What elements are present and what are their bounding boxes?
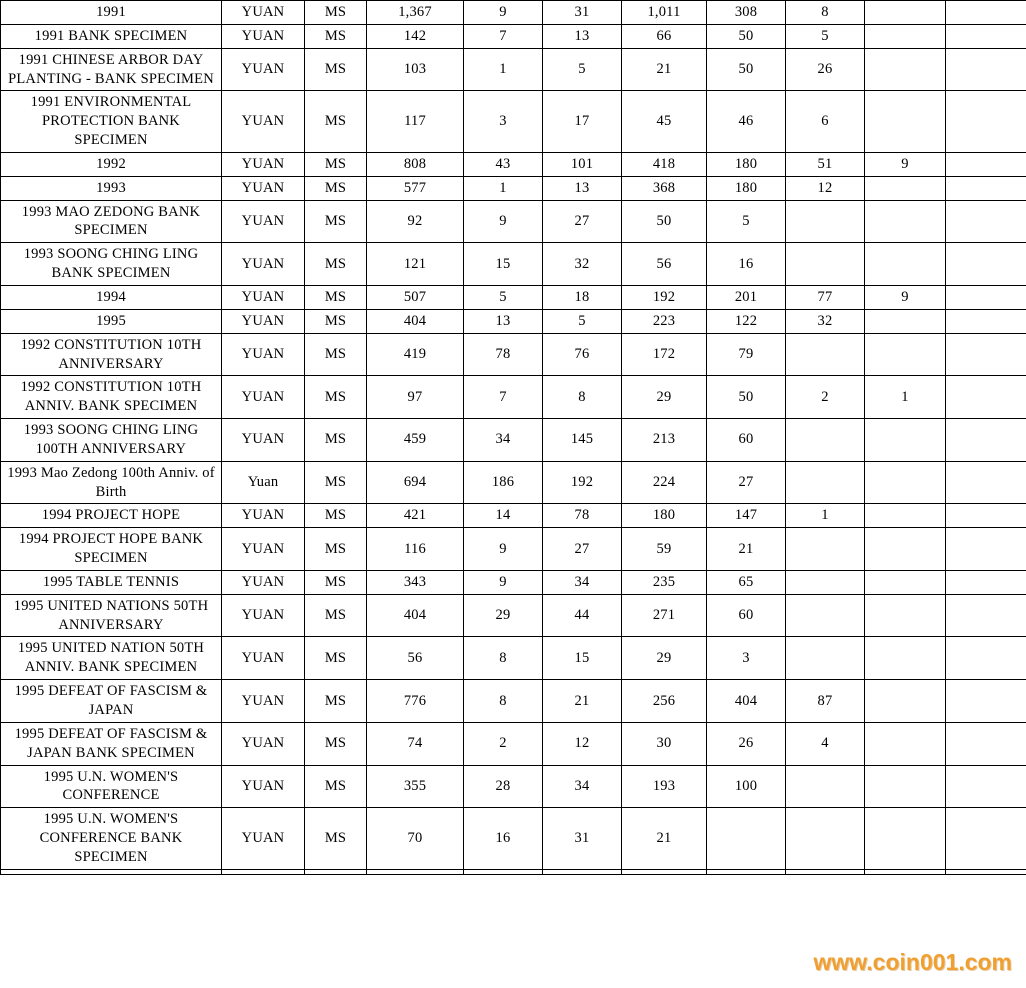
table-cell: 1 — [464, 48, 543, 91]
table-cell: 46 — [707, 91, 786, 153]
table-cell: YUAN — [222, 680, 305, 723]
table-cell — [865, 680, 946, 723]
table-cell — [786, 528, 865, 571]
table-cell: 97 — [367, 376, 464, 419]
table-cell — [946, 808, 1026, 870]
table-cell — [946, 152, 1026, 176]
table-cell: YUAN — [222, 91, 305, 153]
table-cell — [946, 243, 1026, 286]
cell-description: 1993 Mao Zedong 100th Anniv. of Birth — [1, 461, 222, 504]
table-cell — [946, 176, 1026, 200]
table-cell: 3 — [464, 91, 543, 153]
cell-description: 1994 — [1, 285, 222, 309]
table-row — [1, 680, 1026, 723]
table-cell: 66 — [622, 24, 707, 48]
table-cell — [946, 1, 1026, 25]
table-cell: 78 — [543, 504, 622, 528]
table-cell — [865, 48, 946, 91]
table-row — [1, 285, 1026, 309]
table-cell: 577 — [367, 176, 464, 200]
table-cell: 1 — [865, 376, 946, 419]
table-cell — [865, 722, 946, 765]
table-cell: 65 — [707, 570, 786, 594]
table-row — [1, 152, 1026, 176]
table-cell: 8 — [464, 680, 543, 723]
table-cell: 30 — [622, 722, 707, 765]
table-cell — [946, 333, 1026, 376]
table-row — [1, 24, 1026, 48]
table-cell — [865, 869, 946, 874]
table-cell: MS — [305, 504, 367, 528]
table-cell: 74 — [367, 722, 464, 765]
table-cell: 44 — [543, 594, 622, 637]
table-cell — [786, 869, 865, 874]
cell-description: 1991 CHINESE ARBOR DAY PLANTING - BANK SPECIMEN — [1, 48, 222, 91]
table-cell — [865, 333, 946, 376]
cell-description: 1995 U.N. WOMEN'S CONFERENCE — [1, 765, 222, 808]
table-cell — [946, 91, 1026, 153]
table-cell: 421 — [367, 504, 464, 528]
table-cell: MS — [305, 528, 367, 571]
table-cell: 8 — [543, 376, 622, 419]
table-cell: 235 — [622, 570, 707, 594]
cell-description: 1992 CONSTITUTION 10TH ANNIV. BANK SPECIMEN — [1, 376, 222, 419]
table-cell: YUAN — [222, 504, 305, 528]
table-cell — [865, 200, 946, 243]
table-cell: YUAN — [222, 765, 305, 808]
table-cell: 16 — [464, 808, 543, 870]
table-cell — [464, 869, 543, 874]
table-cell: MS — [305, 808, 367, 870]
cell-description: 1993 SOONG CHING LING BANK SPECIMEN — [1, 243, 222, 286]
table-cell: 14 — [464, 504, 543, 528]
table-cell: 186 — [464, 461, 543, 504]
table-cell — [946, 309, 1026, 333]
table-cell: 121 — [367, 243, 464, 286]
table-cell: 32 — [786, 309, 865, 333]
table-cell: 60 — [707, 419, 786, 462]
table-cell: MS — [305, 48, 367, 91]
table-row — [1, 176, 1026, 200]
table-cell — [707, 808, 786, 870]
table-cell — [786, 419, 865, 462]
table-cell: 56 — [367, 637, 464, 680]
table-cell: 29 — [464, 594, 543, 637]
table-cell: 12 — [543, 722, 622, 765]
table-row — [1, 637, 1026, 680]
table-cell: YUAN — [222, 24, 305, 48]
cell-description: 1992 CONSTITUTION 10TH ANNIVERSARY — [1, 333, 222, 376]
table-cell: YUAN — [222, 309, 305, 333]
table-cell — [946, 461, 1026, 504]
table-cell: YUAN — [222, 152, 305, 176]
table-cell: 256 — [622, 680, 707, 723]
table-cell: 192 — [622, 285, 707, 309]
table-cell: 6 — [786, 91, 865, 153]
table-cell: 31 — [543, 808, 622, 870]
table-cell — [786, 333, 865, 376]
table-cell — [865, 461, 946, 504]
table-cell: 12 — [786, 176, 865, 200]
cell-description: 1994 PROJECT HOPE — [1, 504, 222, 528]
cell-description: 1991 BANK SPECIMEN — [1, 24, 222, 48]
site-watermark: www.coin001.com — [813, 949, 1012, 975]
table-cell: 50 — [707, 48, 786, 91]
table-cell: YUAN — [222, 333, 305, 376]
table-cell — [865, 637, 946, 680]
cell-description: 1992 — [1, 152, 222, 176]
table-cell: 103 — [367, 48, 464, 91]
table-row — [1, 869, 1026, 874]
table-cell: 145 — [543, 419, 622, 462]
table-cell: 50 — [707, 24, 786, 48]
table-cell: 92 — [367, 200, 464, 243]
table-cell — [543, 869, 622, 874]
table-cell: MS — [305, 243, 367, 286]
table-cell: 808 — [367, 152, 464, 176]
table-cell: 9 — [464, 1, 543, 25]
table-cell — [946, 528, 1026, 571]
table-cell: 180 — [622, 504, 707, 528]
table-cell — [946, 200, 1026, 243]
table-cell: 9 — [464, 528, 543, 571]
table-cell: MS — [305, 765, 367, 808]
table-cell: 193 — [622, 765, 707, 808]
table-cell — [367, 869, 464, 874]
table-cell — [946, 285, 1026, 309]
table-cell — [786, 461, 865, 504]
table-row — [1, 594, 1026, 637]
table-cell — [865, 1, 946, 25]
table-cell: 21 — [622, 808, 707, 870]
table-cell: YUAN — [222, 419, 305, 462]
table-cell — [946, 765, 1026, 808]
table-cell — [865, 309, 946, 333]
table-cell: MS — [305, 176, 367, 200]
table-cell: 9 — [865, 152, 946, 176]
table-cell: 507 — [367, 285, 464, 309]
table-cell: 172 — [622, 333, 707, 376]
table-cell — [865, 594, 946, 637]
table-cell: 70 — [367, 808, 464, 870]
table-cell: 28 — [464, 765, 543, 808]
table-row — [1, 765, 1026, 808]
table-cell: 29 — [622, 376, 707, 419]
table-cell: 26 — [786, 48, 865, 91]
table-cell: 34 — [543, 570, 622, 594]
table-cell: 100 — [707, 765, 786, 808]
table-cell — [707, 869, 786, 874]
cell-description: 1995 UNITED NATION 50TH ANNIV. BANK SPECIMEN — [1, 637, 222, 680]
table-cell — [865, 243, 946, 286]
table-cell: MS — [305, 419, 367, 462]
table-cell — [865, 808, 946, 870]
table-cell: YUAN — [222, 570, 305, 594]
table-cell: 101 — [543, 152, 622, 176]
table-cell — [786, 637, 865, 680]
table-cell: 343 — [367, 570, 464, 594]
table-cell — [786, 200, 865, 243]
table-cell — [865, 528, 946, 571]
table-cell: YUAN — [222, 1, 305, 25]
table-cell: 21 — [707, 528, 786, 571]
table-cell: 7 — [464, 376, 543, 419]
table-cell — [946, 869, 1026, 874]
table-row — [1, 504, 1026, 528]
table-cell: 27 — [543, 200, 622, 243]
table-cell — [946, 680, 1026, 723]
table-cell: MS — [305, 333, 367, 376]
table-cell — [865, 765, 946, 808]
table-cell: YUAN — [222, 243, 305, 286]
cell-description: 1995 — [1, 309, 222, 333]
table-cell — [946, 419, 1026, 462]
cell-description: 1995 UNITED NATIONS 50TH ANNIVERSARY — [1, 594, 222, 637]
table-cell: 2 — [464, 722, 543, 765]
table-cell: 29 — [622, 637, 707, 680]
table-cell: 9 — [464, 570, 543, 594]
table-cell: MS — [305, 200, 367, 243]
table-cell: 192 — [543, 461, 622, 504]
table-cell: 5 — [707, 200, 786, 243]
table-cell: MS — [305, 24, 367, 48]
table-row — [1, 376, 1026, 419]
table-cell: 419 — [367, 333, 464, 376]
table-cell: 3 — [707, 637, 786, 680]
table-cell: 16 — [707, 243, 786, 286]
table-cell: 32 — [543, 243, 622, 286]
table-cell: YUAN — [222, 528, 305, 571]
table-cell: 180 — [707, 152, 786, 176]
table-cell: 418 — [622, 152, 707, 176]
table-cell: 26 — [707, 722, 786, 765]
table-cell — [946, 637, 1026, 680]
table-cell: MS — [305, 285, 367, 309]
table-cell: 694 — [367, 461, 464, 504]
table-cell: 9 — [464, 200, 543, 243]
table-cell: MS — [305, 91, 367, 153]
table-cell — [946, 594, 1026, 637]
table-row — [1, 309, 1026, 333]
table-row — [1, 419, 1026, 462]
table-cell: 76 — [543, 333, 622, 376]
cell-description: 1995 DEFEAT OF FASCISM & JAPAN BANK SPECIMEN — [1, 722, 222, 765]
cell-description: 1995 TABLE TENNIS — [1, 570, 222, 594]
table-cell: 116 — [367, 528, 464, 571]
table-cell: 77 — [786, 285, 865, 309]
table-cell: 142 — [367, 24, 464, 48]
table-cell — [865, 570, 946, 594]
table-cell: 8 — [464, 637, 543, 680]
table-cell: 459 — [367, 419, 464, 462]
table-cell: 17 — [543, 91, 622, 153]
table-cell: 404 — [707, 680, 786, 723]
table-cell: 18 — [543, 285, 622, 309]
table-cell: 51 — [786, 152, 865, 176]
table-row — [1, 91, 1026, 153]
table-cell — [786, 243, 865, 286]
table-cell: 31 — [543, 1, 622, 25]
table-cell: Yuan — [222, 461, 305, 504]
table-cell — [865, 504, 946, 528]
table-cell: 21 — [543, 680, 622, 723]
table-cell: 776 — [367, 680, 464, 723]
table-cell — [946, 376, 1026, 419]
table-cell — [946, 722, 1026, 765]
table-cell: 7 — [464, 24, 543, 48]
cell-description: 1993 — [1, 176, 222, 200]
table-cell: 87 — [786, 680, 865, 723]
table-cell: YUAN — [222, 637, 305, 680]
table-cell: 79 — [707, 333, 786, 376]
table-cell: 5 — [543, 309, 622, 333]
table-cell: 43 — [464, 152, 543, 176]
table-cell: 271 — [622, 594, 707, 637]
table-cell: 1 — [786, 504, 865, 528]
table-cell: 34 — [464, 419, 543, 462]
cell-description: 1995 U.N. WOMEN'S CONFERENCE BANK SPECIMEN — [1, 808, 222, 870]
table-cell: 355 — [367, 765, 464, 808]
table-row — [1, 722, 1026, 765]
table-cell: 15 — [543, 637, 622, 680]
table-cell: 15 — [464, 243, 543, 286]
table-row — [1, 528, 1026, 571]
table-cell — [946, 24, 1026, 48]
table-cell — [786, 594, 865, 637]
table-row — [1, 461, 1026, 504]
table-cell: 13 — [464, 309, 543, 333]
table-body — [1, 1, 1026, 875]
table-cell: MS — [305, 461, 367, 504]
table-cell: YUAN — [222, 285, 305, 309]
table-cell: 50 — [622, 200, 707, 243]
table-cell — [305, 869, 367, 874]
table-cell: 404 — [367, 594, 464, 637]
cell-description: 1995 DEFEAT OF FASCISM & JAPAN — [1, 680, 222, 723]
table-cell: 1,367 — [367, 1, 464, 25]
table-row — [1, 1, 1026, 25]
table-cell: YUAN — [222, 808, 305, 870]
table-cell: YUAN — [222, 176, 305, 200]
table-cell — [786, 808, 865, 870]
table-cell — [865, 176, 946, 200]
table-cell: 8 — [786, 1, 865, 25]
table-cell — [946, 504, 1026, 528]
table-row — [1, 808, 1026, 870]
table-cell: 34 — [543, 765, 622, 808]
table-cell: 5 — [464, 285, 543, 309]
table-cell: 50 — [707, 376, 786, 419]
table-cell: 56 — [622, 243, 707, 286]
cell-description: 1991 ENVIRONMENTAL PROTECTION BANK SPECIMEN — [1, 91, 222, 153]
table-cell — [946, 570, 1026, 594]
table-cell: MS — [305, 309, 367, 333]
table-cell: 9 — [865, 285, 946, 309]
table-row — [1, 48, 1026, 91]
table-row — [1, 570, 1026, 594]
table-cell: 27 — [707, 461, 786, 504]
table-cell: 117 — [367, 91, 464, 153]
table-cell: 5 — [543, 48, 622, 91]
cell-description: 1993 MAO ZEDONG BANK SPECIMEN — [1, 200, 222, 243]
table-cell — [786, 570, 865, 594]
table-cell: 122 — [707, 309, 786, 333]
table-cell: 223 — [622, 309, 707, 333]
table-cell: YUAN — [222, 722, 305, 765]
table-cell: MS — [305, 680, 367, 723]
table-cell: MS — [305, 570, 367, 594]
table-cell: 21 — [622, 48, 707, 91]
table-cell: 60 — [707, 594, 786, 637]
table-cell: 147 — [707, 504, 786, 528]
cell-description: 1994 PROJECT HOPE BANK SPECIMEN — [1, 528, 222, 571]
table-row — [1, 333, 1026, 376]
table-cell: 224 — [622, 461, 707, 504]
table-cell: 1,011 — [622, 1, 707, 25]
table-cell: 45 — [622, 91, 707, 153]
table-cell: 180 — [707, 176, 786, 200]
table-cell — [622, 869, 707, 874]
table-cell: 201 — [707, 285, 786, 309]
table-cell: YUAN — [222, 376, 305, 419]
table-cell: MS — [305, 1, 367, 25]
table-cell: 4 — [786, 722, 865, 765]
table-cell: MS — [305, 722, 367, 765]
table-cell: 27 — [543, 528, 622, 571]
table-cell: YUAN — [222, 48, 305, 91]
cell-description: 1993 SOONG CHING LING 100TH ANNIVERSARY — [1, 419, 222, 462]
table-cell: MS — [305, 152, 367, 176]
table-cell: 59 — [622, 528, 707, 571]
table-cell — [865, 91, 946, 153]
table-cell — [786, 765, 865, 808]
table-row — [1, 243, 1026, 286]
table-cell — [222, 869, 305, 874]
table-cell: 213 — [622, 419, 707, 462]
table-cell: MS — [305, 594, 367, 637]
table-cell: 13 — [543, 24, 622, 48]
table-cell: MS — [305, 376, 367, 419]
table-cell: 13 — [543, 176, 622, 200]
table-cell: 308 — [707, 1, 786, 25]
table-cell: MS — [305, 637, 367, 680]
table-cell: 368 — [622, 176, 707, 200]
table-cell: 404 — [367, 309, 464, 333]
table-cell: 5 — [786, 24, 865, 48]
cell-description: 1991 — [1, 1, 222, 25]
table-cell: YUAN — [222, 200, 305, 243]
table-cell — [946, 48, 1026, 91]
table-cell — [865, 24, 946, 48]
table-cell: 2 — [786, 376, 865, 419]
table-cell: 1 — [464, 176, 543, 200]
table-cell: 78 — [464, 333, 543, 376]
table-row — [1, 200, 1026, 243]
table-cell — [865, 419, 946, 462]
cell-description — [1, 869, 222, 874]
table-cell: YUAN — [222, 594, 305, 637]
